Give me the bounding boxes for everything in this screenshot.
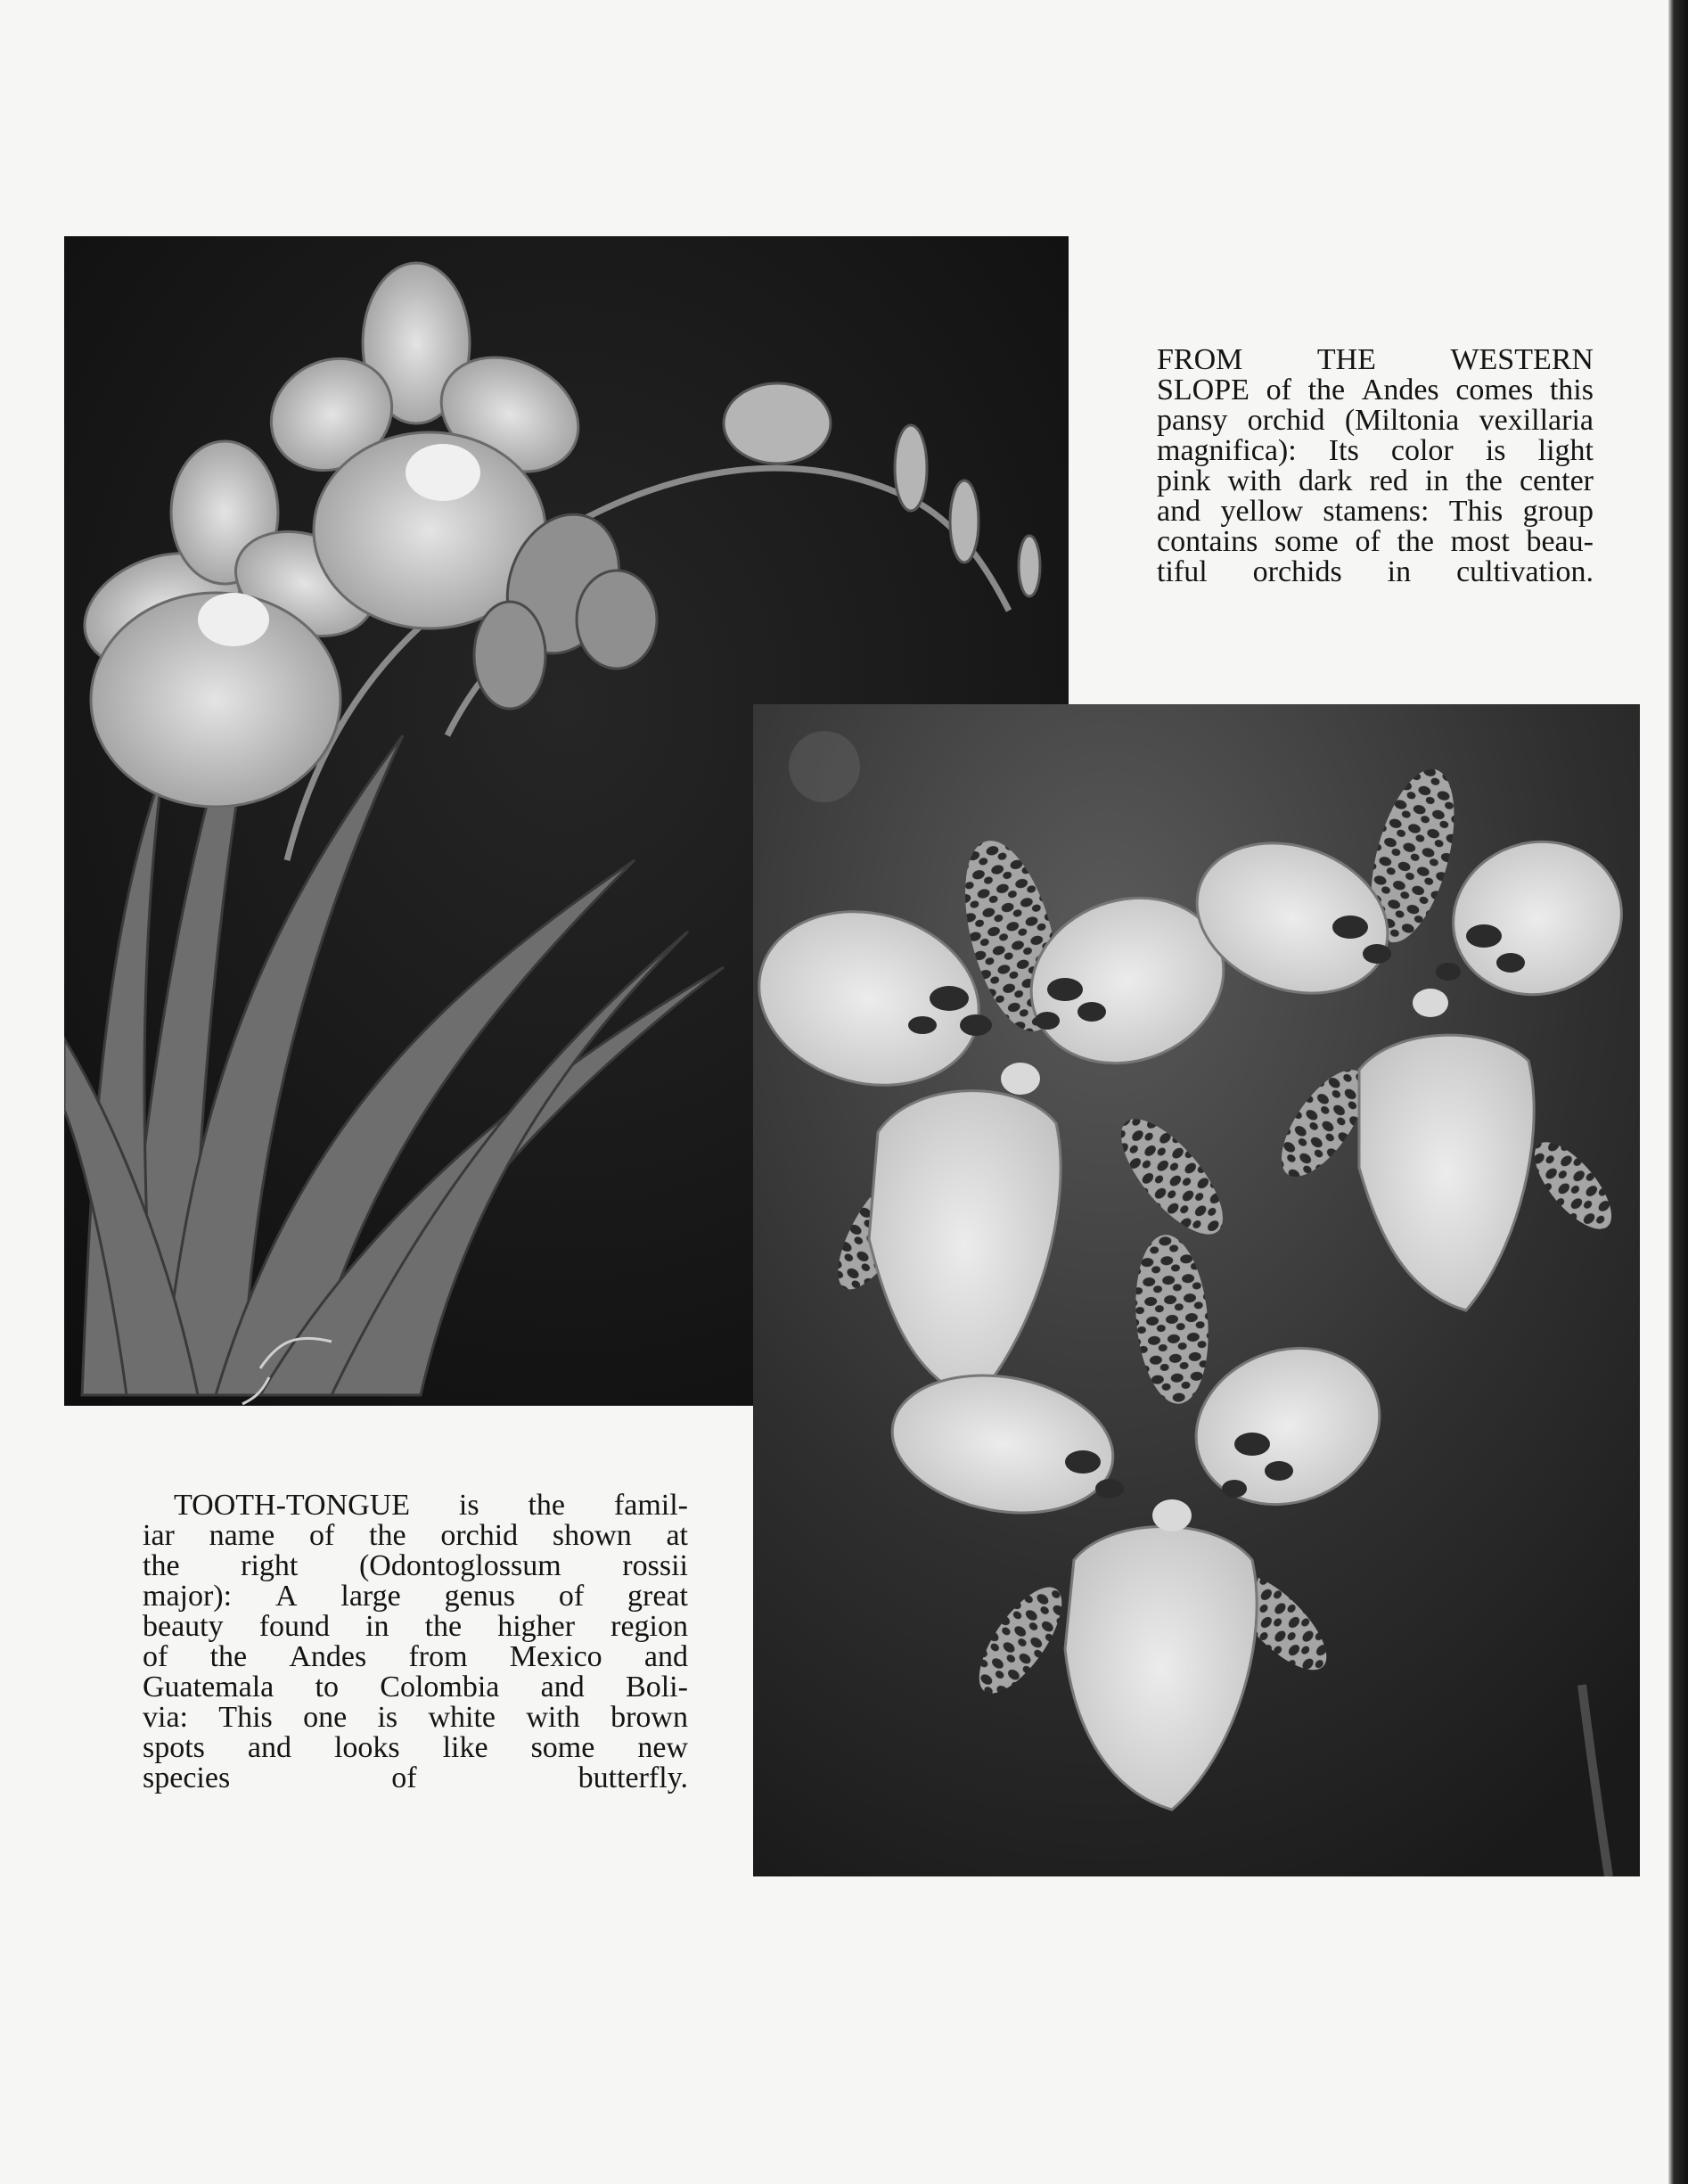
pansy-orchid-caption [1157, 345, 1594, 587]
caption-word: yellow [1220, 495, 1304, 528]
caption-word: this [1549, 374, 1594, 406]
caption-word: vexillaria [1479, 404, 1594, 437]
caption-word: of [1355, 525, 1381, 558]
caption-word: great [627, 1580, 688, 1613]
caption-word: the [1465, 464, 1503, 497]
caption-word: at [666, 1519, 688, 1552]
caption-word: Andes [289, 1640, 367, 1673]
caption-word: beau- [1526, 525, 1594, 558]
caption-word: spots [143, 1731, 205, 1764]
caption-word: with [526, 1701, 580, 1734]
caption-line [1157, 375, 1594, 406]
caption-word: the [369, 1519, 406, 1552]
caption-word: is [377, 1701, 398, 1734]
caption-word: of [1266, 374, 1291, 406]
caption-word: the [1307, 374, 1346, 406]
caption-word: center [1519, 464, 1594, 497]
caption-word: and [643, 1640, 688, 1673]
caption-word: like [442, 1731, 488, 1764]
caption-line [143, 1642, 688, 1672]
caption-word: (Miltonia [1344, 404, 1460, 437]
caption-line [143, 1612, 688, 1642]
caption-word: FROM [1157, 343, 1243, 376]
caption-word: most [1450, 525, 1510, 558]
caption-line [143, 1521, 688, 1551]
caption-word: the [143, 1549, 180, 1582]
caption-line [1157, 345, 1594, 375]
caption-word: in [365, 1610, 389, 1643]
caption-word: Boli- [626, 1671, 688, 1704]
caption-word: Guatemala [143, 1671, 275, 1704]
tooth-tongue-orchid-illustration [753, 704, 1640, 1876]
caption-word: and [1157, 495, 1201, 528]
caption-word: Andes [1361, 374, 1439, 406]
caption-line [143, 1490, 688, 1521]
caption-line [1157, 436, 1594, 466]
caption-line [1157, 466, 1594, 497]
tooth-tongue-orchid-photo [753, 704, 1640, 1876]
caption-word: in [1424, 464, 1449, 497]
caption-word: magnifica): [1157, 434, 1297, 467]
caption-line [143, 1551, 688, 1581]
caption-word: WESTERN [1450, 343, 1594, 376]
caption-word: rossii [622, 1549, 688, 1582]
caption-word: This [1448, 495, 1504, 528]
caption-word: large [340, 1580, 401, 1613]
caption-line [1157, 406, 1594, 436]
caption-word: color [1390, 434, 1454, 467]
caption-word: TOOTH-TONGUE [174, 1489, 411, 1522]
caption-word: the [1397, 525, 1434, 558]
caption-word: of [558, 1580, 585, 1613]
caption-line [143, 1733, 688, 1763]
caption-word: of [143, 1640, 168, 1673]
caption-line [143, 1672, 688, 1703]
caption-word: comes [1455, 374, 1534, 406]
caption-word: light [1537, 434, 1594, 467]
caption-word: via: [143, 1701, 188, 1734]
caption-word: to [315, 1671, 339, 1704]
tooth-tongue-caption [143, 1490, 688, 1794]
caption-word: (Odontoglossum [358, 1549, 561, 1582]
caption-word: THE [1316, 343, 1376, 376]
caption-word: shown [552, 1519, 632, 1552]
caption-line: species of butterfly. [143, 1761, 688, 1794]
caption-word: found [258, 1610, 331, 1643]
caption-word: white [428, 1701, 496, 1734]
caption-word: and [540, 1671, 585, 1704]
caption-line [1157, 527, 1594, 557]
caption-word: pansy [1157, 404, 1228, 437]
caption-word: red [1369, 464, 1408, 497]
caption-word: Colombia [380, 1671, 500, 1704]
caption-line: tiful orchids in cultivation. [1157, 555, 1594, 588]
caption-word: orchid [440, 1519, 519, 1552]
caption-word: the [209, 1640, 248, 1673]
caption-word: orchid [1247, 404, 1325, 437]
caption-word: the [424, 1610, 463, 1643]
caption-word: from [408, 1640, 468, 1673]
caption-word: major): [143, 1580, 233, 1613]
caption-word: contains [1157, 525, 1258, 558]
caption-word: some [1274, 525, 1339, 558]
caption-word: with [1227, 464, 1282, 497]
caption-word: iar [143, 1519, 175, 1552]
caption-word: looks [333, 1731, 400, 1764]
caption-word: the [528, 1489, 566, 1522]
caption-word: famil- [613, 1489, 688, 1522]
caption-word: stamens: [1323, 495, 1430, 528]
caption-word: Mexico [509, 1640, 602, 1673]
caption-word: Its [1328, 434, 1359, 467]
caption-word: beauty [143, 1610, 224, 1643]
caption-word: group [1522, 495, 1594, 528]
caption-word: region [610, 1610, 688, 1643]
caption-word: one [303, 1701, 348, 1734]
caption-word: higher [497, 1610, 576, 1643]
caption-word: name [209, 1519, 275, 1552]
caption-word: new [637, 1731, 688, 1764]
caption-word: genus [444, 1580, 515, 1613]
caption-word: is [1485, 434, 1506, 467]
caption-word: dark [1298, 464, 1353, 497]
caption-word: pink [1157, 464, 1211, 497]
caption-word: of [308, 1519, 335, 1552]
caption-word: This [218, 1701, 273, 1734]
caption-line [143, 1581, 688, 1612]
caption-word: brown [610, 1701, 688, 1734]
caption-line [1157, 497, 1594, 527]
caption-word: and [247, 1731, 291, 1764]
caption-word: A [275, 1580, 298, 1613]
page-binding-edge [1668, 0, 1688, 2184]
caption-word: is [458, 1489, 479, 1522]
caption-word: some [530, 1731, 595, 1764]
caption-line [143, 1703, 688, 1733]
caption-word: SLOPE [1157, 374, 1250, 406]
caption-word: right [241, 1549, 299, 1582]
